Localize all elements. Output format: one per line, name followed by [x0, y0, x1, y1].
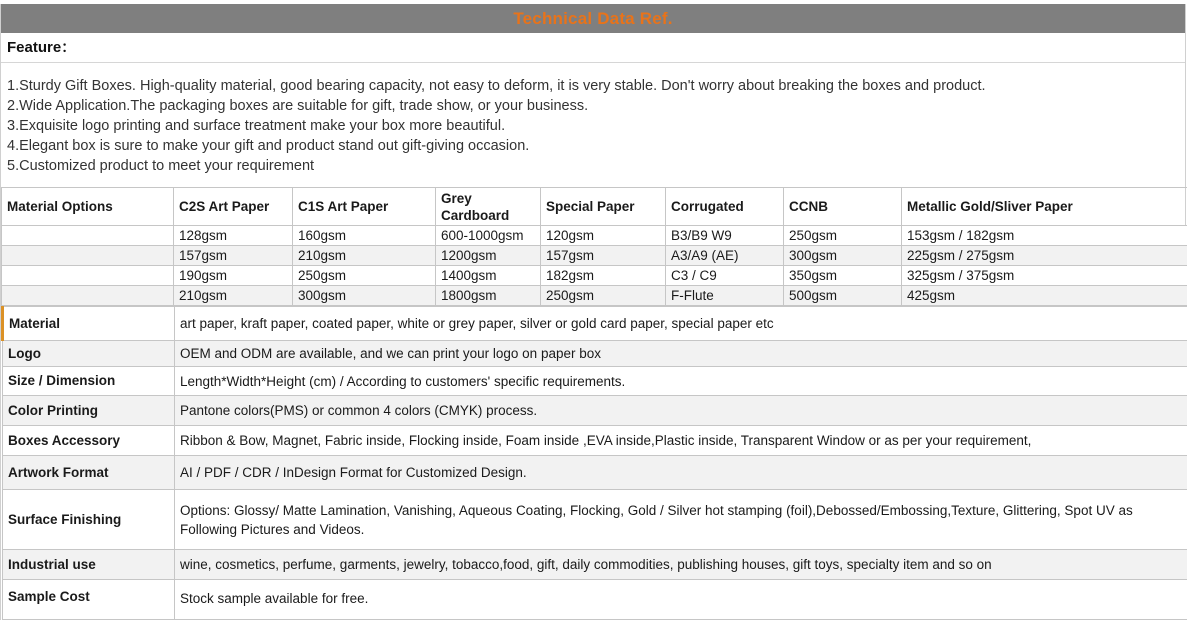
spec-label: Boxes Accessory: [3, 426, 175, 456]
table-cell: B3/B9 W9: [666, 226, 784, 246]
spec-value: Stock sample available for free.: [175, 580, 1187, 620]
table-cell: 157gsm: [541, 246, 666, 266]
table-row: [2, 266, 1187, 286]
table-cell: 425gsm: [902, 286, 1187, 306]
spec-row-color-printing: [3, 396, 1187, 426]
table-cell: 210gsm: [174, 286, 293, 306]
feature-item: 3.Exquisite logo printing and surface treatment make your box more beautiful.: [7, 118, 506, 134]
spec-value: Ribbon & Bow, Magnet, Fabric inside, Flocking inside, Foam inside ,EVA inside,Plastic inside, Transparent Window or as per your requirement,: [175, 426, 1187, 456]
column-header: Corrugated: [666, 188, 784, 226]
feature-item: 2.Wide Application.The packaging boxes are suitable for gift, trade show, or your business.: [7, 98, 589, 114]
spec-row-material: [3, 307, 1187, 341]
spec-label: Size / Dimension: [3, 367, 175, 396]
column-header: CCNB: [784, 188, 902, 226]
spec-row-sample-cost: [3, 580, 1187, 620]
table-cell: F-Flute: [666, 286, 784, 306]
feature-item: 1.Sturdy Gift Boxes. High-quality material, good bearing capacity, not easy to deform, it is very stable. Don't worry about breaking the boxes and product.: [7, 78, 986, 94]
table-cell: 210gsm: [293, 246, 436, 266]
table-cell: 225gsm / 275gsm: [902, 246, 1187, 266]
column-header: Grey Cardboard: [436, 188, 541, 226]
spec-label: Material: [3, 307, 175, 341]
table-cell: 128gsm: [174, 226, 293, 246]
table-cell: 120gsm: [541, 226, 666, 246]
table-cell: 600-1000gsm: [436, 226, 541, 246]
spec-row-industrial-use: [3, 550, 1187, 580]
column-header: Material Options: [2, 188, 174, 226]
spec-label: Industrial use: [3, 550, 175, 580]
spec-value: Length*Width*Height (cm) / According to customers' specific requirements.: [175, 367, 1187, 396]
column-header: Metallic Gold/Sliver Paper: [902, 188, 1187, 226]
table-cell: 250gsm: [784, 226, 902, 246]
table-cell: [2, 266, 174, 286]
table-cell: 350gsm: [784, 266, 902, 286]
table-row: [2, 246, 1187, 266]
table-cell: [2, 226, 174, 246]
table-cell: 1800gsm: [436, 286, 541, 306]
table-cell: 250gsm: [293, 266, 436, 286]
spec-row-size-dimension: [3, 367, 1187, 396]
table-cell: 500gsm: [784, 286, 902, 306]
table-cell: 300gsm: [293, 286, 436, 306]
spec-row-boxes-accessory: [3, 426, 1187, 456]
table-row: [2, 286, 1187, 306]
spec-table: [1, 306, 1187, 620]
spec-value: art paper, kraft paper, coated paper, white or grey paper, silver or gold card paper, special paper etc: [175, 307, 1187, 341]
table-cell: [2, 286, 174, 306]
table-cell: 325gsm / 375gsm: [902, 266, 1187, 286]
material-options-header-row: [2, 188, 1187, 226]
feature-item: 5.Customized product to meet your requirement: [7, 158, 315, 174]
feature-heading: Feature：: [1, 33, 1185, 63]
spec-label: Color Printing: [3, 396, 175, 426]
page: [0, 4, 1186, 620]
table-cell: 250gsm: [541, 286, 666, 306]
title-banner: [1, 4, 1185, 33]
page-title: Technical Data Ref.: [513, 8, 673, 28]
table-row: [2, 226, 1187, 246]
spec-value: AI / PDF / CDR / InDesign Format for Customized Design.: [175, 456, 1187, 490]
table-cell: [2, 246, 174, 266]
feature-list: [1, 63, 1185, 187]
spec-value: wine, cosmetics, perfume, garments, jewelry, tobacco,food, gift, daily commodities, publishing houses, gift toys, specialty item and so on: [175, 550, 1187, 580]
spec-value: Options: Glossy/ Matte Lamination, Vanishing, Aqueous Coating, Flocking, Gold / Silver hot stamping (foil),Debossed/Embossing,Texture, Glittering, Spot UV as Following Pictures and Videos.: [175, 490, 1187, 550]
table-cell: 153gsm / 182gsm: [902, 226, 1187, 246]
spec-value: OEM and ODM are available, and we can print your logo on paper box: [175, 341, 1187, 367]
column-header: C1S Art Paper: [293, 188, 436, 226]
spec-label: Artwork Format: [3, 456, 175, 490]
table-cell: A3/A9 (AE): [666, 246, 784, 266]
feature-item: 4.Elegant box is sure to make your gift and product stand out gift-giving occasion.: [7, 138, 530, 154]
spec-row-logo: [3, 341, 1187, 367]
material-options-table: [1, 187, 1187, 306]
spec-label: Surface Finishing: [3, 490, 175, 550]
table-cell: 157gsm: [174, 246, 293, 266]
table-cell: C3 / C9: [666, 266, 784, 286]
spec-row-surface-finishing: [3, 490, 1187, 550]
column-header: C2S Art Paper: [174, 188, 293, 226]
table-cell: 182gsm: [541, 266, 666, 286]
spec-label: Logo: [3, 341, 175, 367]
table-cell: 1400gsm: [436, 266, 541, 286]
table-cell: 160gsm: [293, 226, 436, 246]
table-cell: 1200gsm: [436, 246, 541, 266]
table-cell: 300gsm: [784, 246, 902, 266]
table-cell: 190gsm: [174, 266, 293, 286]
column-header: Special Paper: [541, 188, 666, 226]
spec-value: Pantone colors(PMS) or common 4 colors (CMYK) process.: [175, 396, 1187, 426]
spec-row-artwork-format: [3, 456, 1187, 490]
spec-label: Sample Cost: [3, 580, 175, 620]
